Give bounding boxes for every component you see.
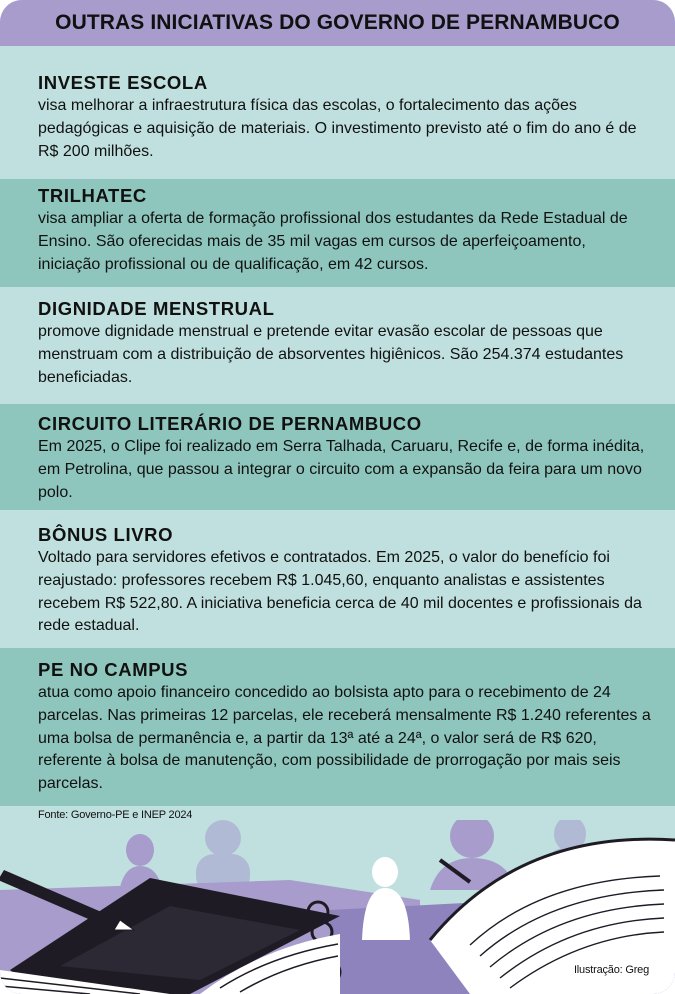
section-title: PE NO CAMPUS bbox=[38, 659, 189, 680]
section-dignidade-menstrual bbox=[0, 287, 675, 404]
section-investe-escola bbox=[0, 46, 675, 179]
section-pe-no-campus bbox=[0, 648, 675, 806]
section-body: visa melhorar a infraestrutura física das escolas, o fortalecimento das ações pedagógicas e aquisição de materiais. O investimento previsto até o fim do ano é de R$ 200 milhões. bbox=[38, 97, 637, 160]
section-body: promove dignidade menstrual e pretende evitar evasão escolar de pessoas que menstruam com a distribuição de absorventes higiênicos. São 254.374 estudantes beneficiadas. bbox=[38, 323, 624, 386]
section-body: visa ampliar a oferta de formação profissional dos estudantes da Rede Estadual de Ensino. São oferecidas mais de 35 mil vagas em cursos de aperfeiçoamento, iniciação profissional ou de qualificação, em 42 cursos. bbox=[38, 210, 628, 273]
section-title: DIGNIDADE MENSTRUAL bbox=[38, 298, 275, 319]
section-title: CIRCUITO LITERÁRIO DE PERNAMBUCO bbox=[38, 413, 422, 434]
section-body: Em 2025, o Clipe foi realizado em Serra Talhada, Caruaru, Recife e, de forma inédita, em Petrolina, que passou a integrar o circuito com a expansão da feira para um novo polo. bbox=[38, 438, 645, 501]
source-note: Fonte: Governo-PE e INEP 2024 bbox=[38, 809, 193, 821]
illustration-credit: Ilustração: Greg bbox=[573, 964, 649, 976]
section-body: Voltado para servidores efetivos e contratados. Em 2025, o valor do benefício foi reajustado: professores recebem R$ 1.045,60, enquanto analistas e assistentes recebem R$ 522,80. A iniciativa beneficia cerca de 40 mil docentes e profissionais da rede estadual. bbox=[38, 549, 642, 635]
section-body: atua como apoio financeiro concedido ao bolsista apto para o recebimento de 24 parcelas. Nas primeiras 12 parcelas, ele receberá mensalmente R$ 1.240 referentes a uma bolsa de permanência e, a partir da 13ª até a 24ª, o valor será de R$ 620, referente à bolsa de manutenção, com possibilidade de prorrogação por mais seis parcelas. bbox=[38, 684, 651, 793]
section-trilhatec bbox=[0, 179, 675, 287]
section-title: TRILHATEC bbox=[38, 185, 147, 206]
section-title: BÔNUS LIVRO bbox=[38, 524, 174, 545]
section-bonus-livro bbox=[0, 510, 675, 648]
section-circuito-literario bbox=[0, 404, 675, 510]
section-title: INVESTE ESCOLA bbox=[38, 72, 208, 93]
header-bar bbox=[0, 0, 675, 46]
page-title: OUTRAS INICIATIVAS DO GOVERNO DE PERNAMBUCO bbox=[55, 11, 620, 34]
